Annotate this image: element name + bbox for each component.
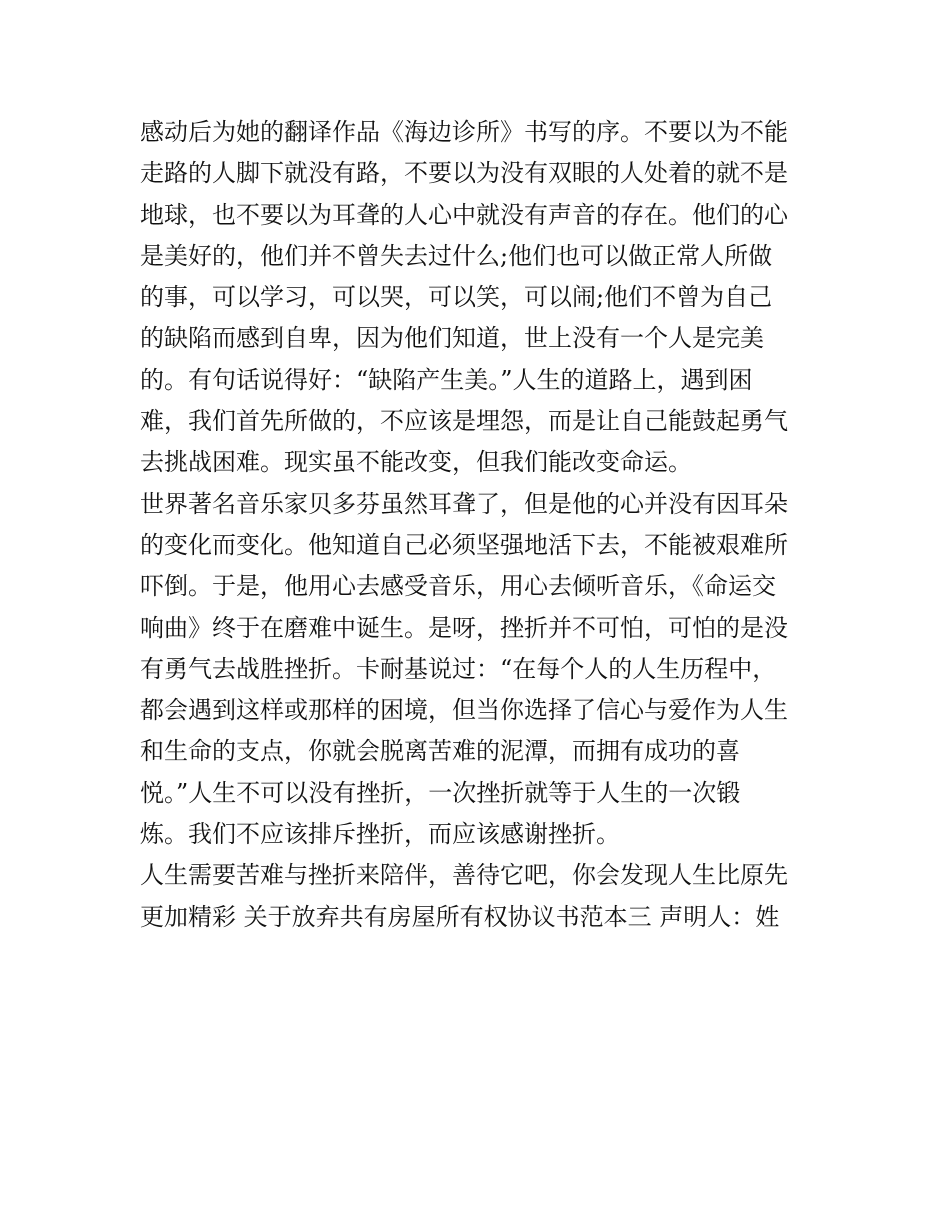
text-line: 都会遇到这样或那样的困境，但当你选择了信心与爱作为人生 xyxy=(140,696,788,725)
text-line: 炼。我们不应该排斥挫折，而应该感谢挫折。 xyxy=(140,820,620,849)
text-line: 的事，可以学习，可以哭，可以笑，可以闹;他们不曾为自己 xyxy=(140,283,773,312)
text-line: 的。有句话说得好：“缺陷产生美。”人生的道路上，遇到困 xyxy=(140,365,753,394)
text-line: 更加精彩 关于放弃共有房屋所有权协议书范本三 声明人：姓 xyxy=(140,902,780,931)
paragraph-1 xyxy=(140,112,830,484)
text-line: 悦。”人生不可以没有挫折，一次挫折就等于人生的一次锻 xyxy=(140,778,741,807)
text-line: 有勇气去战胜挫折。卡耐基说过：“在每个人的人生历程中， xyxy=(140,654,777,683)
text-line: 人生需要苦难与挫折来陪伴，善待它吧，你会发现人生比原先 xyxy=(140,861,788,890)
text-line: 难，我们首先所做的，不应该是埋怨，而是让自己能鼓起勇气 xyxy=(140,407,788,436)
text-line: 的变化而变化。他知道自己必须坚强地活下去，不能被艰难所 xyxy=(140,530,788,559)
text-line: 地球，也不要以为耳聋的人心中就没有声音的存在。他们的心 xyxy=(140,200,788,229)
text-line: 吓倒。于是，他用心去感受音乐，用心去倾听音乐，《命运交 xyxy=(140,572,776,601)
text-line: 世界著名音乐家贝多芬虽然耳聋了，但是他的心并没有因耳朵 xyxy=(140,489,788,518)
text-line: 是美好的，他们并不曾失去过什么;他们也可以做正常人所做 xyxy=(140,241,773,270)
document-body xyxy=(140,112,830,938)
paragraph-3 xyxy=(140,855,830,938)
paragraph-2 xyxy=(140,484,830,856)
text-line: 走路的人脚下就没有路，不要以为没有双眼的人处着的就不是 xyxy=(140,159,788,188)
text-line: 感动后为她的翻译作品《海边诊所》书写的序。不要以为不能 xyxy=(140,118,788,146)
text-line: 和生命的支点，你就会脱离苦难的泥潭，而拥有成功的喜 xyxy=(140,737,740,766)
text-line: 去挑战困难。现实虽不能改变，但我们能改变命运。 xyxy=(140,448,692,477)
text-line: 响曲》终于在磨难中诞生。是呀，挫折并不可怕，可怕的是没 xyxy=(140,613,788,642)
text-line: 的缺陷而感到自卑，因为他们知道，世上没有一个人是完美 xyxy=(140,324,764,353)
